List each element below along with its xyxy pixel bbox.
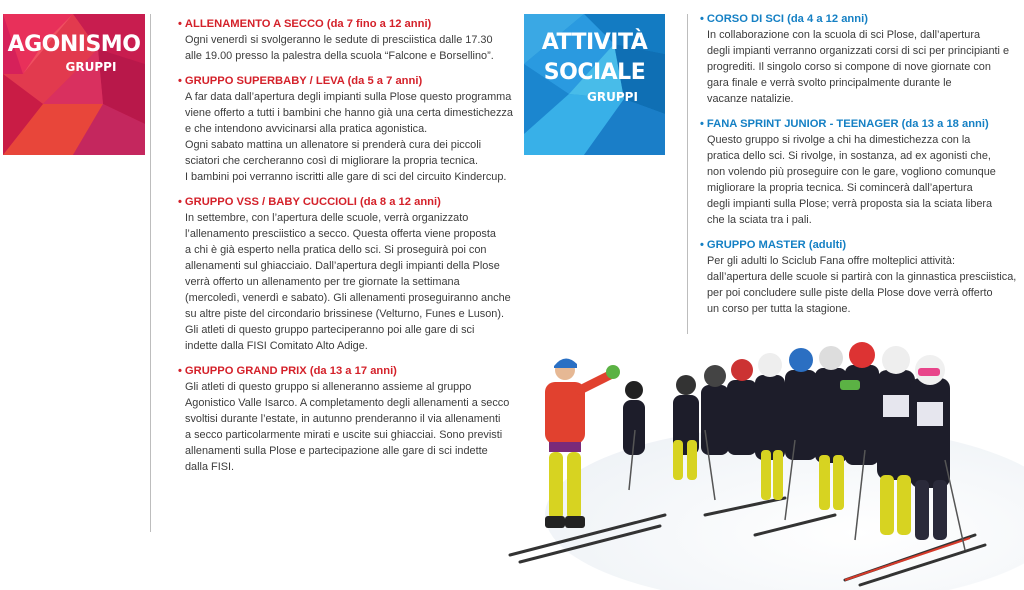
text-line: I bambini poi verranno iscritti alle gare di sci del circuito Kindercup. (185, 171, 507, 183)
text-line: viene offerto a tutti i bambini che hanno già una certa dimestichezza (185, 107, 513, 119)
sociale-tile (524, 14, 665, 155)
section-heading: GRUPPO SUPERBABY / LEVA (da 5 a 7 anni) (184, 75, 423, 87)
text-line: a secco particolarmente mirati e uscite sui ghiacciai. Sono previsti (185, 429, 503, 441)
agonismo-column (178, 17, 513, 485)
text-line: degli impianti sulla Plose; verrà proposta sia la sciata libera (707, 198, 993, 210)
text-line: l’allenamento presciistico a secco. Questa offerta viene proposta (185, 228, 496, 240)
section-gruppo-master (700, 238, 1016, 317)
bullet: • (178, 18, 182, 30)
text-line: degli impianti verranno organizzati corsi di sci per principianti e (707, 45, 1010, 57)
bullet: • (700, 13, 704, 25)
sociale-title-line1: ATTIVITÀ (541, 30, 648, 55)
text-line: Per gli adulti lo Sciclub Fana offre molteplici attività: (707, 255, 955, 267)
section-heading: ALLENAMENTO A SECCO (da 7 fino a 12 anni) (184, 18, 432, 30)
section-corso-di-sci (700, 12, 1016, 107)
section-heading: FANA SPRINT JUNIOR - TEENAGER (da 13 a 18 anni) (706, 118, 989, 130)
agonismo-title: AGONISMO (7, 32, 141, 57)
text-line: dalla FISI. (185, 461, 235, 473)
section-heading: GRUPPO GRAND PRIX (da 13 a 17 anni) (184, 365, 397, 377)
text-line: (mercoledì, venerdì e sabato). Gli allenamenti proseguiranno anche (185, 292, 511, 304)
text-line: allenamenti sul ghiacciaio. Dall’apertura degli impianti della Plose (185, 260, 500, 272)
section-allenamento-a-secco (178, 17, 513, 64)
bullet: • (178, 196, 182, 208)
left-column-divider (150, 14, 151, 532)
section-gruppo-grand-prix (178, 364, 513, 475)
section-fana-sprint (700, 117, 1016, 228)
text-line: svoltisi durante l’estate, in autunno prenderanno il via allenamenti (185, 413, 501, 425)
text-line: Gli atleti di questo gruppo parteciperanno poi alle gare di sci (185, 324, 475, 336)
bullet: • (700, 118, 704, 130)
text-line: che la sciata tra i pali. (707, 214, 812, 226)
section-heading: CORSO DI SCI (da 4 a 12 anni) (706, 13, 868, 25)
text-line: Gli atleti di questo gruppo si alleneranno assieme al gruppo (185, 381, 472, 393)
section-gruppo-superbaby (178, 74, 513, 185)
text-line: Ogni venerdì si svolgeranno le sedute di presciistica dalle 17.30 (185, 34, 493, 46)
sociale-column (700, 12, 1016, 327)
text-line: un corso per tutta la stagione. (707, 303, 851, 315)
sociale-subtitle: GRUPPI (587, 90, 638, 104)
text-line: e che intendono avvicinarsi alla pratica agonistica. (185, 123, 428, 135)
text-line: Agonistico Valle Isarco. A completamento degli allenamenti a secco (185, 397, 510, 409)
text-line: dall’apertura delle scuole si partirà con la ginnastica presciistica, (707, 271, 1017, 283)
text-line: pratica dello sci. Si rivolge, in sostanza, ad ex agonisti che, (707, 150, 991, 162)
bullet: • (700, 239, 704, 251)
bullet: • (178, 365, 182, 377)
text-line: alle 19.00 presso la palestra della scuola “Falcone e Borsellino”. (185, 50, 494, 62)
text-line: indette dalla FISI Comitato Alto Adige. (185, 340, 368, 352)
agonismo-tile (3, 14, 145, 155)
bullet: • (178, 75, 182, 87)
text-line: Ogni sabato mattina un allenatore si prenderà cura dei piccoli (185, 139, 482, 151)
text-line: a chi è già esperto nella pratica dello sci. Si proseguirà poi con (185, 244, 487, 256)
section-heading: GRUPPO MASTER (adulti) (706, 239, 847, 251)
text-line: vacanze natalizie. (707, 93, 794, 105)
text-line: progrediti. Il singolo corso si compone di nove giornate con (707, 61, 991, 73)
text-line: migliorare la propria tecnica. Si comincerà dall’apertura (707, 182, 973, 194)
text-line: su altre piste del circondario brissinese (Velturno, Funes e Luson). (185, 308, 505, 320)
text-line: Questo gruppo si rivolge a chi ha dimestichezza con la (707, 134, 971, 146)
text-line: non volendo più proseguire con le gare, vogliono comunque (707, 166, 996, 178)
right-column-divider (687, 14, 688, 334)
text-line: allenamenti sulla Plose e partecipazione alle gare di sci indette (185, 445, 488, 457)
text-line: gara finale e verrà svolto principalmente durante le (707, 77, 952, 89)
agonismo-subtitle: GRUPPI (65, 60, 117, 74)
text-line: In collaborazione con la scuola di sci Plose, dall’apertura (707, 29, 981, 41)
section-heading: GRUPPO VSS / BABY CUCCIOLI (da 8 a 12 anni) (184, 196, 441, 208)
text-line: In settembre, con l’apertura delle scuole, verrà organizzato (185, 212, 469, 224)
text-line: sciatori che cercheranno così di migliorare la propria tecnica. (185, 155, 478, 167)
text-line: A far data dall’apertura degli impianti sulla Plose questo programma (185, 91, 512, 103)
text-line: per poi concludere sulle piste della Plose dove verrà offerto (707, 287, 993, 299)
sociale-title-line2: SOCIALE (543, 60, 646, 85)
text-line: verrà offerto un allenamento per tre giornate la settimana (185, 276, 460, 288)
ski-group-photo (505, 340, 1024, 590)
section-gruppo-vss (178, 195, 513, 354)
